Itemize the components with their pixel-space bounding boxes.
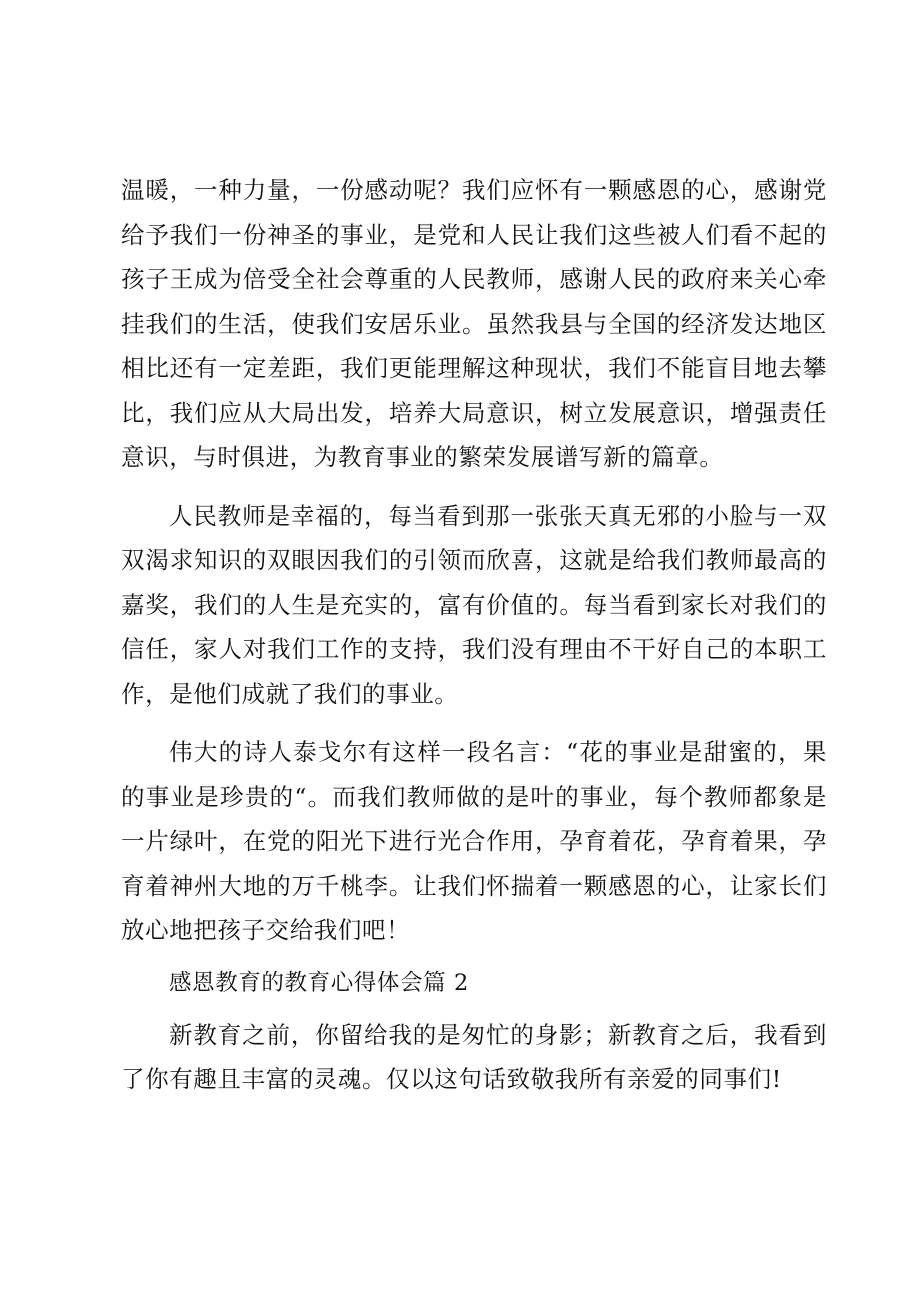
paragraph-teacher-happiness: 人民教师是幸福的，每当看到那一张张天真无邪的小脸与一双双渴求知识的双眼因我们的引领而欣喜，这就是给我们教师最高的嘉奖，我们的人生是充实的，富有价值的。每当看到家长对我们的信任，家人对我们工作的支持，我们没有理由不干好自己的本职工作，是他们成就了我们的事业。 (121, 501, 827, 708)
paragraph-continuation: 温暖，一种力量，一份感动呢？我们应怀有一颗感恩的心，感谢党给予我们一份神圣的事业，是党和人民让我们这些被人们看不起的孩子王成为倍受全社会尊重的人民教师，感谢人民的政府来关心牵挂我们的生活，使我们安居乐业。虽然我县与全国的经济发达地区相比还有一定差距，我们更能理解这种现状，我们不能盲目地去攀比，我们应从大局出发，培养大局意识，树立发展意识，增强责任意识，与时俱进，为教育事业的繁荣发展谱写新的篇章。 (121, 176, 827, 471)
document-body (121, 168, 827, 1102)
paragraph-tagore-quote: 伟大的诗人泰戈尔有这样一段名言：“花的事业是甜蜜的，果的事业是珍贵的“。而我们教师做的是叶的事业，每个教师都象是一片绿叶，在党的阳光下进行光合作用，孕育着花，孕育着果，孕育着神州大地的万千桃李。让我们怀揣着一颗感恩的心，让家长们放心地把孩子交给我们吧！ (121, 738, 827, 944)
section-heading: 感恩教育的教育心得体会篇 2 (169, 969, 469, 996)
paragraph-new-education: 新教育之前，你留给我的是匆忙的身影；新教育之后，我看到了你有趣且丰富的灵魂。仅以这句话致敬我所有亲爱的同事们! (121, 1020, 827, 1093)
